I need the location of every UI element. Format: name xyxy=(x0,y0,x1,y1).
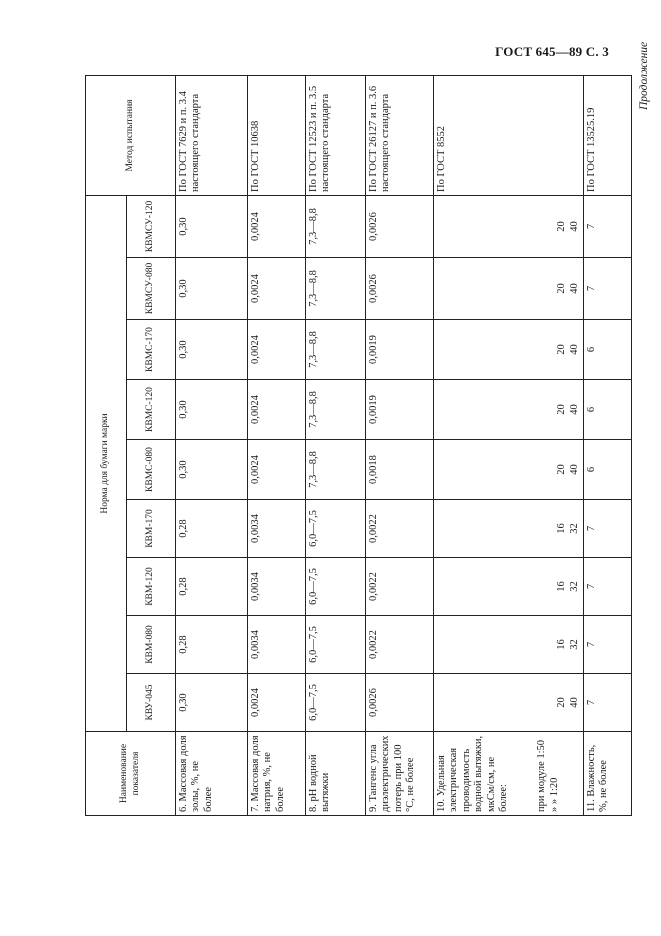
cell-value-pair xyxy=(434,500,584,558)
cell-value: 0,30 xyxy=(176,674,248,732)
cell-value: 0,0022 xyxy=(366,500,434,558)
cell-value: 32 xyxy=(568,639,580,650)
cell-value: 20 xyxy=(556,221,568,232)
cell-value: 0,0026 xyxy=(366,674,434,732)
cell-value: 7,3—8,8 xyxy=(306,258,366,320)
cell-value: 0,0019 xyxy=(366,320,434,380)
row-name: 8. pH водной вытяжки xyxy=(306,732,366,816)
cell-value: 7,3—8,8 xyxy=(306,380,366,440)
cell-value-pair xyxy=(434,616,584,674)
cell-value: 7 xyxy=(584,500,632,558)
cell-value: 0,0018 xyxy=(366,440,434,500)
cell-value: 32 xyxy=(568,523,580,534)
cell-value: 0,0024 xyxy=(248,258,306,320)
cell-value-pair xyxy=(434,320,584,380)
row-name-sub2: » » 1:20 xyxy=(548,777,560,812)
grade-header: КВМС-080 xyxy=(127,440,176,500)
cell-value: 6 xyxy=(584,440,632,500)
cell-value: 40 xyxy=(568,344,580,355)
cell-value: 0,0026 xyxy=(366,258,434,320)
grade-header: КВМ-170 xyxy=(127,500,176,558)
cell-value: 40 xyxy=(568,464,580,475)
row-name-main: 10. Удельная электрическая проводимость водной вытяжки, мкСм/см, не более: xyxy=(436,735,509,812)
grade-header: КВМСУ-120 xyxy=(127,195,176,257)
cell-value: 7 xyxy=(584,195,632,257)
rotated-table-container xyxy=(85,76,630,816)
cell-value: 0,30 xyxy=(176,320,248,380)
cell-value: 0,0024 xyxy=(248,320,306,380)
cell-value: 0,0024 xyxy=(248,195,306,257)
cell-value: 7 xyxy=(584,558,632,616)
grade-header: КВМ-120 xyxy=(127,558,176,616)
cell-value-pair xyxy=(434,195,584,257)
group-header: Норма для бумаги марки xyxy=(86,195,127,731)
cell-value: 20 xyxy=(556,464,568,475)
cell-value: 0,28 xyxy=(176,558,248,616)
row-name: 11. Влажность, %, не более xyxy=(584,732,632,816)
cell-value: 0,0019 xyxy=(366,380,434,440)
cell-value: 6 xyxy=(584,380,632,440)
grade-header: КВМС-120 xyxy=(127,380,176,440)
method-cell: По ГОСТ 26127 и п. 3.6 настоящего стандарта xyxy=(366,75,434,195)
cell-value: 0,0026 xyxy=(366,195,434,257)
cell-value-pair xyxy=(434,258,584,320)
row-name: 7. Массовая доля натрия, %, не более xyxy=(248,732,306,816)
grade-header: КВМСУ-080 xyxy=(127,258,176,320)
cell-value: 0,0024 xyxy=(248,674,306,732)
method-cell: По ГОСТ 12523 и п. 3.5 настоящего стандарта xyxy=(306,75,366,195)
cell-value: 0,0034 xyxy=(248,616,306,674)
cell-value: 6,0—7,5 xyxy=(306,674,366,732)
cell-value: 6,0—7,5 xyxy=(306,500,366,558)
cell-value: 0,0022 xyxy=(366,558,434,616)
cell-value: 40 xyxy=(568,221,580,232)
method-cell: По ГОСТ 8552 xyxy=(434,75,584,195)
row-name: 9. Тангенс угла диэлектрических потерь при 100 °С, не более xyxy=(366,732,434,816)
row-name xyxy=(434,732,584,816)
cell-value: 7 xyxy=(584,674,632,732)
cell-value: 16 xyxy=(556,581,568,592)
cell-value: 20 xyxy=(556,283,568,294)
cell-value-pair xyxy=(434,380,584,440)
row-name: 6. Массовая доля золы, %, не более xyxy=(176,732,248,816)
row-name-sub1: при модуле 1:50 xyxy=(536,739,548,812)
cell-value: 6 xyxy=(584,320,632,380)
cell-value: 0,0034 xyxy=(248,500,306,558)
cell-value-pair xyxy=(434,440,584,500)
cell-value: 0,30 xyxy=(176,258,248,320)
cell-value: 20 xyxy=(556,697,568,708)
cell-value: 32 xyxy=(568,581,580,592)
cell-value: 0,30 xyxy=(176,440,248,500)
cell-value: 0,0024 xyxy=(248,380,306,440)
method-cell: По ГОСТ 10638 xyxy=(248,75,306,195)
cell-value: 0,0034 xyxy=(248,558,306,616)
cell-value: 7 xyxy=(584,616,632,674)
grade-header: КВМС-170 xyxy=(127,320,176,380)
cell-value: 20 xyxy=(556,404,568,415)
cell-value: 0,28 xyxy=(176,616,248,674)
method-header: Метод испытания xyxy=(86,75,176,195)
col-name-header: Наименование показателя xyxy=(86,732,176,816)
cell-value: 7 xyxy=(584,258,632,320)
continuation-label: Продолжение xyxy=(638,41,650,110)
cell-value: 6,0—7,5 xyxy=(306,616,366,674)
cell-value: 7,3—8,8 xyxy=(306,440,366,500)
grade-header: КВМ-080 xyxy=(127,616,176,674)
cell-value-pair xyxy=(434,674,584,732)
cell-value: 40 xyxy=(568,697,580,708)
method-cell: По ГОСТ 7629 и п. 3.4 настоящего стандарта xyxy=(176,75,248,195)
table-row xyxy=(176,75,248,815)
table-row xyxy=(306,75,366,815)
table-row xyxy=(434,75,584,815)
cell-value: 0,30 xyxy=(176,380,248,440)
cell-value: 16 xyxy=(556,639,568,650)
cell-value: 40 xyxy=(568,404,580,415)
cell-value: 0,28 xyxy=(176,500,248,558)
cell-value: 20 xyxy=(556,344,568,355)
cell-value-pair xyxy=(434,558,584,616)
cell-value: 7,3—8,8 xyxy=(306,195,366,257)
table-row xyxy=(366,75,434,815)
grade-header: КВУ-045 xyxy=(127,674,176,732)
cell-value: 40 xyxy=(568,283,580,294)
method-cell: По ГОСТ 13525.19 xyxy=(584,75,632,195)
cell-value: 16 xyxy=(556,523,568,534)
cell-value: 6,0—7,5 xyxy=(306,558,366,616)
cell-value: 7,3—8,8 xyxy=(306,320,366,380)
table-row xyxy=(584,75,632,815)
cell-value: 0,0024 xyxy=(248,440,306,500)
table-row xyxy=(248,75,306,815)
page-header: ГОСТ 645—89 С. 3 xyxy=(495,44,609,59)
cell-value: 0,30 xyxy=(176,195,248,257)
cell-value: 0,0022 xyxy=(366,616,434,674)
spec-table xyxy=(85,75,632,816)
